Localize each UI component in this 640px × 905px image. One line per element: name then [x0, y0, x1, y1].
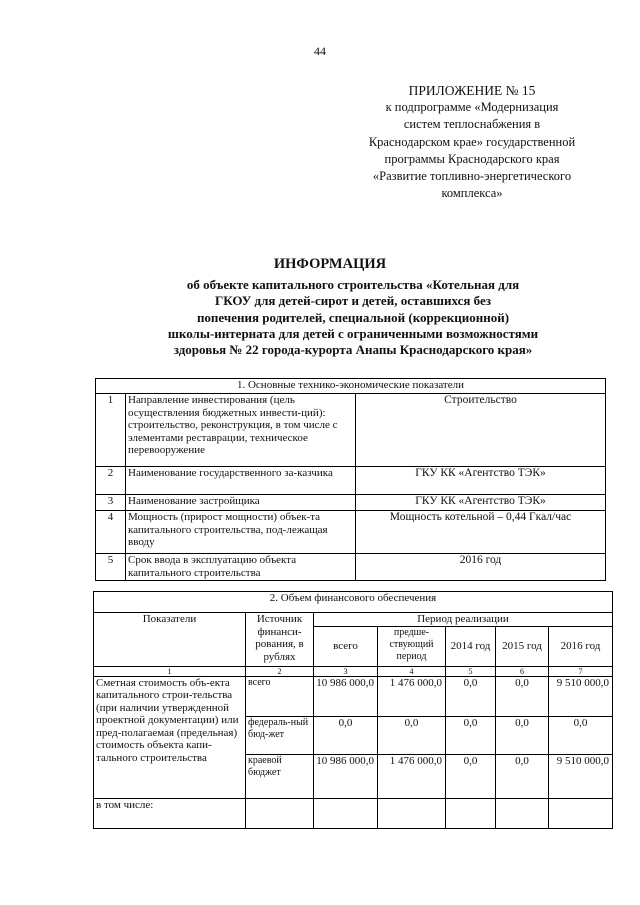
value-2015: 0,0: [496, 716, 549, 754]
row-number: 4: [96, 511, 126, 554]
row-number: 2: [96, 467, 126, 495]
appendix-line: программы Краснодарского края: [384, 151, 560, 166]
appendix-line: «Развитие топливно-энергетического: [372, 169, 572, 184]
appendix-line: Краснодарском крае» государственной: [368, 134, 576, 149]
source-cell: федераль-ный бюд-жет: [246, 716, 314, 754]
empty-cell: [378, 798, 446, 828]
row-value: 2016 год: [356, 554, 606, 581]
source-cell: всего: [246, 676, 314, 716]
row-number: 3: [96, 495, 126, 511]
value-total: 10 986 000,0: [314, 754, 378, 798]
header-prior: предше-ствующий период: [378, 626, 446, 666]
header-total: всего: [314, 626, 378, 666]
row-value: Строительство: [356, 394, 606, 467]
value-2014: 0,0: [446, 754, 496, 798]
column-number: 6: [496, 666, 549, 676]
row-number: 1: [96, 394, 126, 467]
row-label: Сметная стоимость объ-екта капитального строи-тельства (при наличии утвержденной проектной документации) или пред-полагаемая (предельная) стоимость объекта капи-тального строительства: [94, 676, 246, 798]
section-title: 1. Основные технико-экономические показатели: [96, 379, 606, 394]
document-title: ИНФОРМАЦИЯ: [273, 256, 387, 272]
financing-table: [93, 591, 613, 829]
value-2016: 9 510 000,0: [549, 676, 613, 716]
header-2015: 2015 год: [496, 626, 549, 666]
row-label: Срок ввода в эксплуатацию объекта капитального строительства: [126, 554, 356, 581]
empty-cell: [314, 798, 378, 828]
row-label: Направление инвестирования (цель осуществления бюджетных инвести-ций): строительство, реконструкция, в том числе с элементами реставрации, техническое перевооружение: [126, 394, 356, 467]
appendix-title: ПРИЛОЖЕНИЕ № 15: [408, 83, 536, 98]
value-total: 0,0: [314, 716, 378, 754]
subtitle-line: об объекте капитального строительства «Котельная для: [186, 277, 520, 292]
appendix-block: [362, 82, 582, 202]
empty-cell: [549, 798, 613, 828]
section-title: 2. Объем финансового обеспечения: [94, 592, 613, 613]
row-label: Мощность (прирост мощности) объек-та капитального строительства, под-лежащая вводу: [126, 511, 356, 554]
header-2016: 2016 год: [549, 626, 613, 666]
row-label: Наименование государственного за-казчика: [126, 467, 356, 495]
technical-indicators-table: [95, 378, 606, 581]
row-number: 5: [96, 554, 126, 581]
subtitle-line: ГКОУ для детей-сирот и детей, оставшихся без: [214, 293, 491, 309]
column-number: 7: [549, 666, 613, 676]
document-subtitle: [118, 277, 588, 358]
column-number: 2: [246, 666, 314, 676]
subtitle-line: школы-интерната для детей с ограниченными возможностями: [167, 325, 539, 341]
source-cell: краевой бюджет: [246, 754, 314, 798]
appendix-line: систем теплоснабжения в: [403, 117, 541, 132]
header-indicators: Показатели: [94, 613, 246, 667]
column-number: 5: [446, 666, 496, 676]
column-number: 4: [378, 666, 446, 676]
row-label-including: в том числе:: [94, 798, 246, 828]
value-prior: 1 476 000,0: [378, 754, 446, 798]
value-total: 10 986 000,0: [314, 676, 378, 716]
empty-cell: [246, 798, 314, 828]
row-label: Наименование застройщика: [126, 495, 356, 511]
header-2014: 2014 год: [446, 626, 496, 666]
header-period: Период реализации: [314, 613, 613, 627]
value-2014: 0,0: [446, 716, 496, 754]
row-value: ГКУ КК «Агентство ТЭК»: [356, 467, 606, 495]
value-2015: 0,0: [496, 754, 549, 798]
subtitle-line: здоровья № 22 города-курорта Анапы Краснодарского края»: [173, 342, 533, 358]
page-number: 44: [314, 44, 326, 58]
row-value: Мощность котельной – 0,44 Гкал/час: [356, 511, 606, 554]
header-source: Источник финанси-рования, в рублях: [246, 613, 314, 667]
value-prior: 0,0: [378, 716, 446, 754]
appendix-line: к подпрограмме «Модернизация: [385, 100, 559, 115]
column-number: 1: [94, 666, 246, 676]
appendix-line: комплекса»: [441, 186, 503, 201]
column-number: 3: [314, 666, 378, 676]
value-2016: 0,0: [549, 716, 613, 754]
empty-cell: [446, 798, 496, 828]
row-value: ГКУ КК «Агентство ТЭК»: [356, 495, 606, 511]
subtitle-line: попечения родителей, специальной (коррекционной): [196, 309, 510, 325]
empty-cell: [496, 798, 549, 828]
value-2016: 9 510 000,0: [549, 754, 613, 798]
value-2014: 0,0: [446, 676, 496, 716]
value-2015: 0,0: [496, 676, 549, 716]
value-prior: 1 476 000,0: [378, 676, 446, 716]
